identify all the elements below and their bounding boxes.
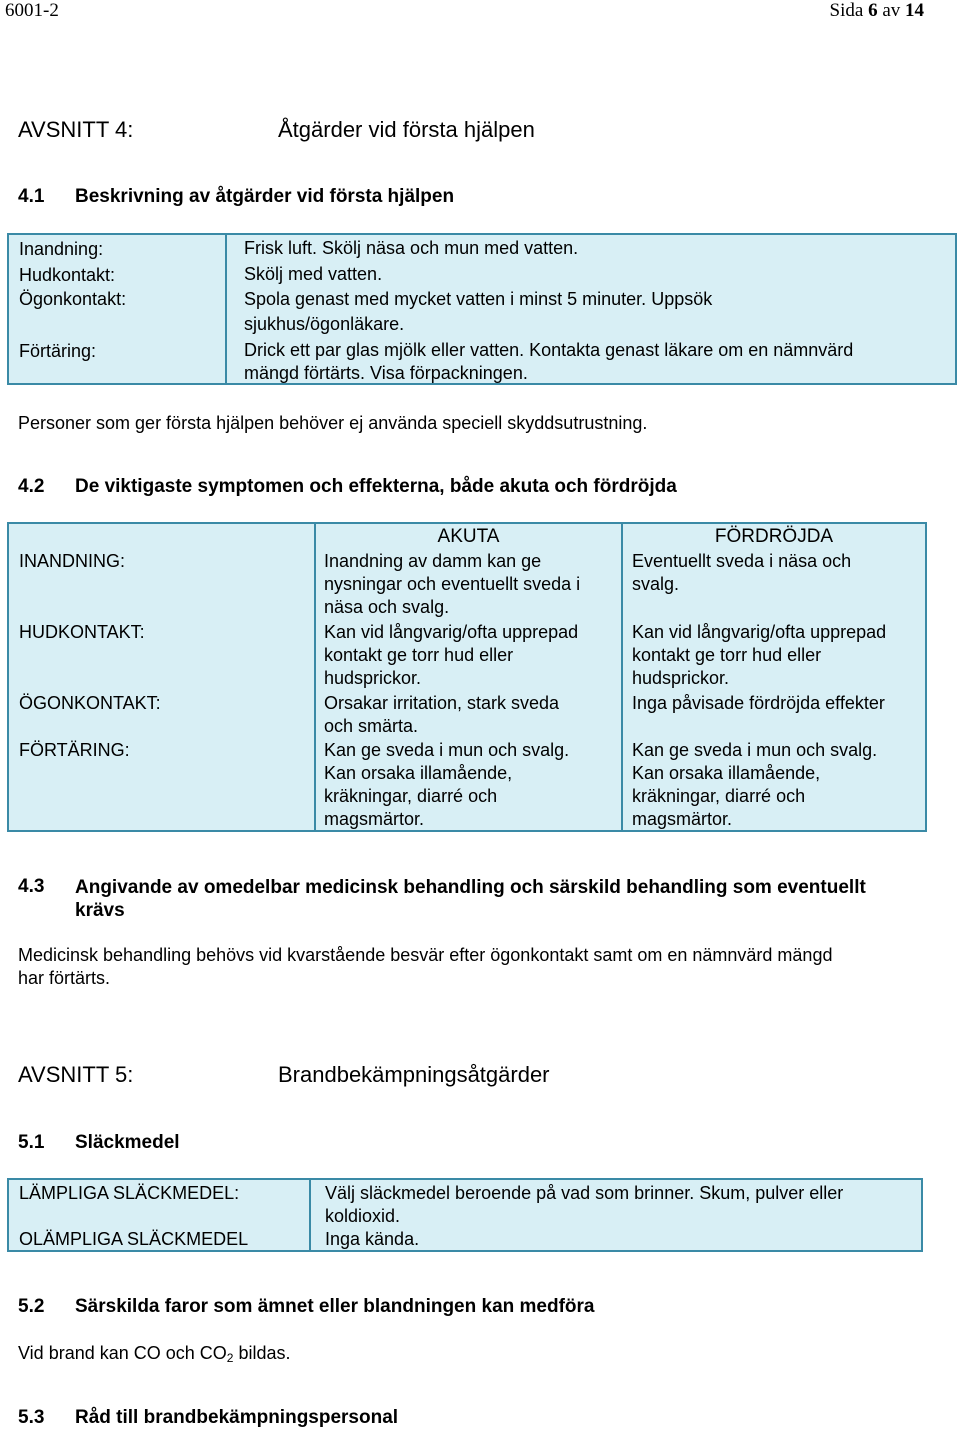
cell-line: nysningar och eventuellt sveda i	[324, 574, 581, 594]
cell-line: Kan ge sveda i mun och svalg.	[324, 740, 570, 760]
cell-line: Kan orsaka illamående,	[324, 763, 513, 783]
unsuitable-media-label: OLÄMPLIGA SLÄCKMEDEL	[19, 1229, 249, 1249]
section4-title: Åtgärder vid första hjälpen	[278, 117, 535, 142]
acute-ingestion	[324, 739, 569, 831]
section5-label: AVSNITT 5:	[18, 1062, 134, 1087]
document-id: 6001-2	[5, 0, 59, 21]
cell-line: hudsprickor.	[324, 668, 422, 688]
cell-line: svalg.	[632, 574, 680, 594]
header-acute: AKUTA	[437, 526, 500, 547]
s41-title: Beskrivning av åtgärder vid första hjälpen	[75, 186, 455, 207]
section4-label: AVSNITT 4:	[18, 117, 134, 142]
acute-inhalation	[324, 550, 580, 619]
column-divider	[314, 524, 316, 830]
s52-text-sub: 2	[226, 1351, 234, 1365]
first-aid-label-eye: Ögonkontakt:	[19, 289, 127, 309]
column-divider	[621, 524, 623, 830]
s43-text-line: har förtärts.	[18, 968, 111, 988]
first-aid-label-skin: Hudkontakt:	[19, 265, 116, 285]
cell-line: kontakt ge torr hud eller	[324, 645, 514, 665]
symptom-table	[7, 522, 927, 832]
header-delayed: FÖRDRÖJDA	[714, 526, 834, 547]
s42-number: 4.2	[18, 476, 45, 497]
acute-eye	[324, 692, 559, 738]
s43-title	[75, 876, 866, 922]
suitable-media-line: koldioxid.	[325, 1206, 401, 1226]
delayed-skin	[632, 621, 886, 690]
cell-line: kräkningar, diarré och	[632, 786, 806, 806]
first-aid-value-ingestion-line1: Drick ett par glas mjölk eller vatten. Kontakta genast läkare om en nämnvärd	[244, 340, 854, 360]
unsuitable-media-value: Inga kända.	[325, 1229, 420, 1249]
s43-text-line: Medicinsk behandling behövs vid kvarstående besvär efter ögonkontakt samt om en nämnvärd mängd	[18, 945, 833, 965]
s53-title: Råd till brandbekämpningspersonal	[75, 1407, 399, 1428]
cell-line: Kan ge sveda i mun och svalg.	[632, 740, 878, 760]
s52-text-post: bildas.	[233, 1343, 291, 1363]
cell-line: Inandning av damm kan ge	[324, 551, 542, 571]
page-total: 14	[905, 0, 924, 21]
cell-line: magsmärtor.	[632, 809, 733, 829]
cell-line: Eventuellt sveda i näsa och	[632, 551, 852, 571]
s51-title: Släckmedel	[75, 1132, 180, 1153]
symptom-label-eye: ÖGONKONTAKT:	[19, 693, 161, 713]
cell-line: Kan vid långvarig/ofta upprepad	[632, 622, 887, 642]
delayed-ingestion	[632, 739, 877, 831]
s51-number: 5.1	[18, 1132, 45, 1153]
page-prefix: Sida	[829, 0, 864, 21]
cell-line: hudsprickor.	[632, 668, 730, 688]
page-number: 6	[868, 0, 878, 21]
first-aid-value-skin: Skölj med vatten.	[244, 264, 383, 284]
s43-title-line: krävs	[75, 900, 125, 921]
s43-number: 4.3	[18, 876, 45, 897]
first-aid-value-eye-line1: Spola genast med mycket vatten i minst 5 minuter. Uppsök	[244, 289, 713, 309]
s42-title: De viktigaste symptomen och effekterna, både akuta och fördröjda	[75, 476, 677, 497]
s52-title: Särskilda faror som ämnet eller blandningen kan medföra	[75, 1296, 595, 1317]
first-aid-value-inhalation: Frisk luft. Skölj näsa och mun med vatten.	[244, 238, 579, 258]
s53-number: 5.3	[18, 1407, 45, 1428]
suitable-media-label: LÄMPLIGA SLÄCKMEDEL:	[19, 1183, 240, 1203]
suitable-media-value	[325, 1182, 843, 1228]
cell-line: och smärta.	[324, 716, 419, 736]
cell-line: Orsakar irritation, stark sveda	[324, 693, 560, 713]
s41-number: 4.1	[18, 186, 45, 207]
first-aid-table	[7, 233, 957, 385]
page-mid: av	[882, 0, 901, 21]
s52-number: 5.2	[18, 1296, 45, 1317]
cell-line: kräkningar, diarré och	[324, 786, 498, 806]
column-divider	[309, 1180, 311, 1250]
delayed-eye	[632, 692, 885, 715]
s52-text-pre: Vid brand kan CO och CO	[18, 1343, 227, 1363]
cell-line: Kan vid långvarig/ofta upprepad	[324, 622, 579, 642]
cell-line: Inga påvisade fördröjda effekter	[632, 693, 885, 713]
symptom-label-inhalation: INANDNING:	[19, 551, 126, 571]
cell-line: kontakt ge torr hud eller	[632, 645, 822, 665]
s52-text	[18, 1342, 291, 1370]
symptom-label-ingestion: FÖRTÄRING:	[19, 740, 130, 760]
extinguishing-table	[7, 1178, 923, 1252]
acute-skin	[324, 621, 578, 690]
protective-note: Personer som ger första hjälpen behöver ej använda speciell skyddsutrustning.	[18, 413, 648, 433]
first-aid-label-ingestion: Förtäring:	[19, 341, 97, 361]
cell-line: näsa och svalg.	[324, 597, 450, 617]
s43-text	[18, 944, 832, 990]
first-aid-label-inhalation: Inandning:	[19, 239, 104, 259]
symptom-label-skin: HUDKONTAKT:	[19, 622, 145, 642]
first-aid-value-ingestion-line2: mängd förtärts. Visa förpackningen.	[244, 363, 528, 383]
s43-title-line: Angivande av omedelbar medicinsk behandling och särskild behandling som eventuellt	[75, 877, 866, 898]
cell-line: magsmärtor.	[324, 809, 425, 829]
delayed-inhalation	[632, 550, 851, 596]
section5-title: Brandbekämpningsåtgärder	[278, 1062, 550, 1087]
first-aid-value-eye-line2: sjukhus/ögonläkare.	[244, 314, 405, 334]
suitable-media-line: Välj släckmedel beroende på vad som brinner. Skum, pulver eller	[325, 1183, 844, 1203]
cell-line: Kan orsaka illamående,	[632, 763, 821, 783]
page-indicator	[830, 0, 924, 22]
